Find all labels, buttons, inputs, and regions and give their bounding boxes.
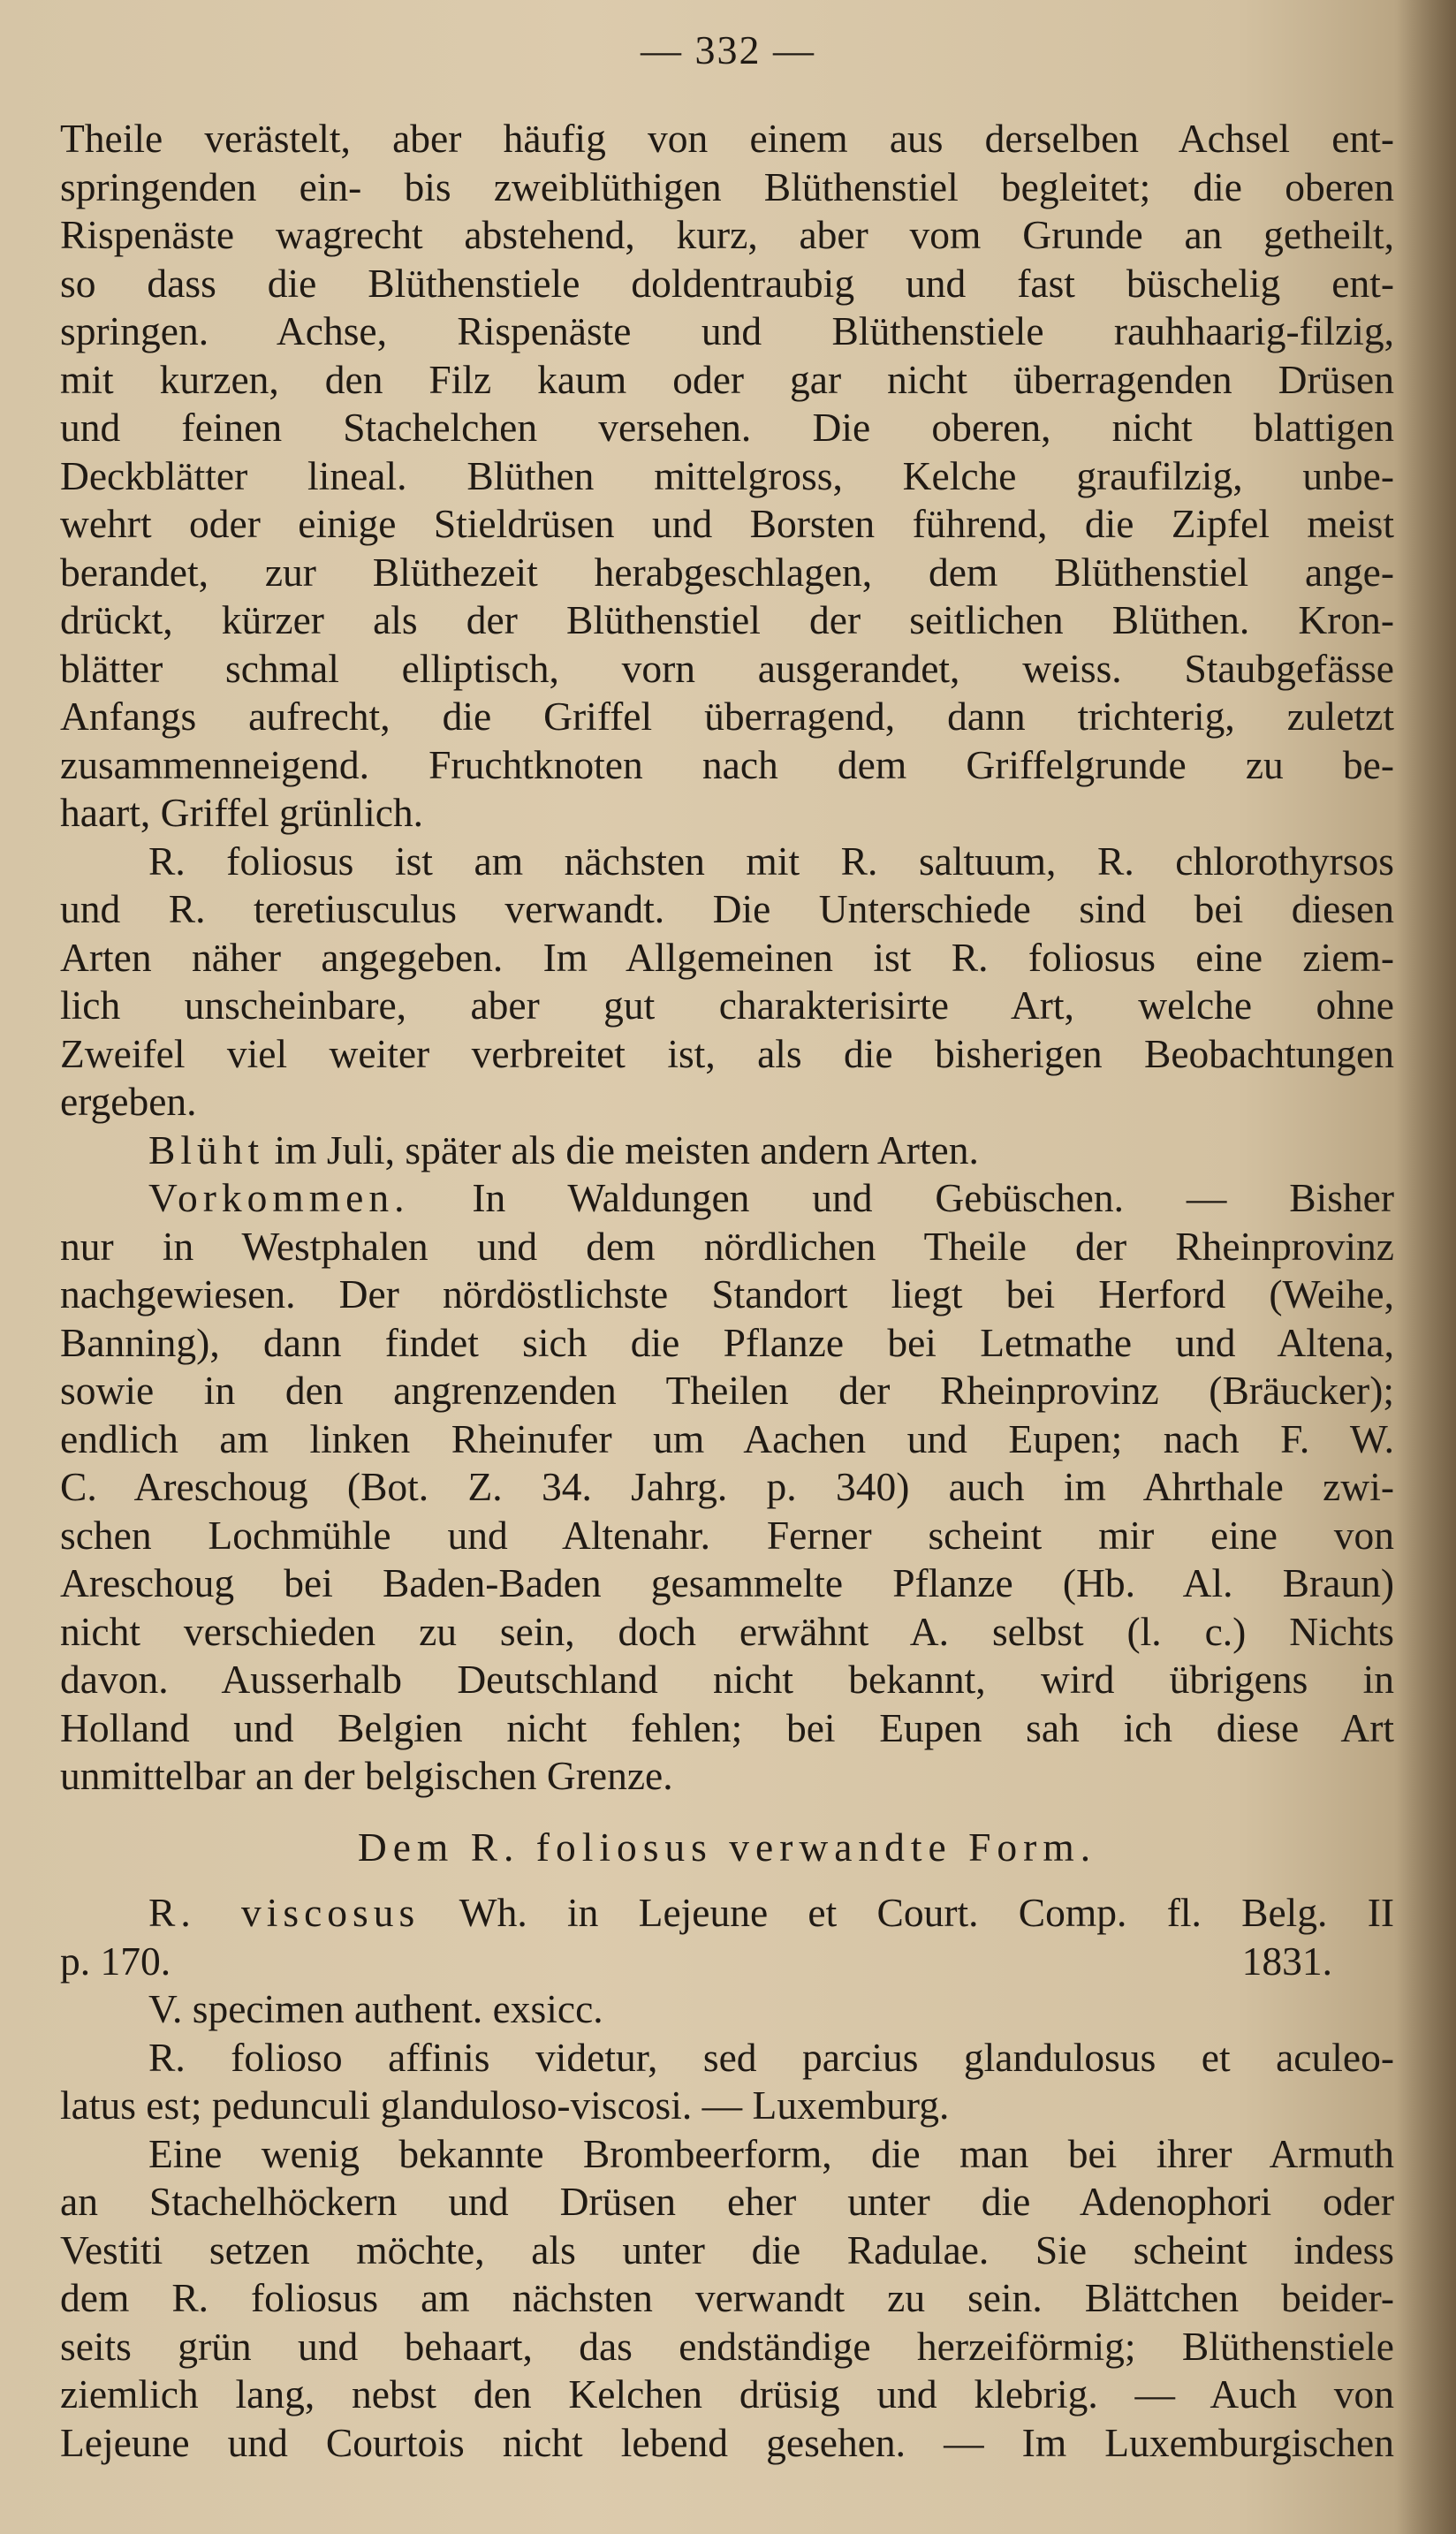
text-line: wehrt oder einige Stieldrüsen und Borsten führend, die Zipfel meist (60, 501, 1394, 546)
text-line: an Stachelhöckern und Drüsen eher unter die Adenophori oder (60, 2179, 1394, 2224)
text-line: Areschoug bei Baden-Baden gesammelte Pflanze (Hb. Al. Braun) (60, 1560, 1394, 1605)
text-line: Zweifel viel weiter verbreitet ist, als die bisherigen Beobachtungen (60, 1030, 1394, 1076)
text-line: C. Areschoug (Bot. Z. 34. Jahrg. p. 340) auch im Ahrthale zwi- (60, 1464, 1394, 1509)
text-line: nur in Westphalen und dem nördlichen Theile der Rheinprovinz (60, 1223, 1394, 1269)
text-line: Anfangs aufrecht, die Griffel überragend, dann trichterig, zuletzt (60, 694, 1394, 739)
text-line: V. specimen authent. exsicc. (148, 1986, 603, 2031)
text-line: nachgewiesen. Der nördöstlichste Standort liegt bei Herford (Weihe, (60, 1271, 1394, 1316)
page-edge-shadow (1394, 0, 1456, 2534)
text-line: haart, Griffel grünlich. (60, 790, 424, 835)
vorkommen-first-line (60, 1174, 1394, 1223)
text-line: sowie in den angrenzenden Theilen der Rheinprovinz (Bräucker); (60, 1368, 1394, 1413)
viscosus-page: p. 170. (60, 1938, 171, 1984)
text-line: Vestiti setzen möchte, als unter die Radulae. Sie scheint indess (60, 2227, 1394, 2272)
text-line: ziemlich lang, nebst den Kelchen drüsig und klebrig. — Auch von (60, 2371, 1394, 2416)
page-number: — 332 — (641, 27, 815, 72)
text-line: Rispenäste wagrecht abstehend, kurz, aber vom Grunde an getheilt, (60, 212, 1394, 257)
viscosus-name: R. viscosus (148, 1890, 421, 1935)
text-line: Deckblätter lineal. Blüthen mittelgross, Kelche graufilzig, unbe- (60, 452, 1394, 498)
text-line: lich unscheinbare, aber gut charakterisirte Art, welche ohne (60, 982, 1394, 1028)
text-line: seits grün und behaart, das endständige herzeiförmig; Blüthenstiele (60, 2323, 1394, 2369)
viscosus-year: 1831. (1241, 1938, 1332, 1984)
text-line: dem R. foliosus am nächsten verwandt zu sein. Blättchen beider- (60, 2275, 1394, 2320)
text-line: zusammenneigend. Fruchtknoten nach dem Griffelgrunde zu be- (60, 741, 1394, 787)
text-line: Arten näher angegeben. Im Allgemeinen ist R. foliosus eine ziem- (60, 934, 1394, 980)
viscosus-page-row (60, 1938, 1394, 1986)
text-line: und feinen Stachelchen versehen. Die oberen, nicht blattigen (60, 405, 1394, 450)
body-text (60, 115, 1394, 2467)
text-line: berandet, zur Blüthezeit herabgeschlagen, dem Blüthenstiel ange- (60, 549, 1394, 595)
text-line: unmittelbar an der belgischen Grenze. (60, 1753, 673, 1798)
bluht-text: im Juli, später als die meisten andern Arten. (274, 1127, 979, 1172)
text-line: nicht verschieden zu sein, doch erwähnt A. selbst (l. c.) Nichts (60, 1608, 1394, 1654)
text-line: springen. Achse, Rispenäste und Blüthenstiele rauhhaarig-filzig, (60, 308, 1394, 353)
vorkommen-text: In Waldungen und Gebüschen. — Bisher (472, 1175, 1395, 1220)
text-line: springenden ein- bis zweiblüthigen Blüthenstiel begleitet; die oberen (60, 163, 1394, 209)
text-line: latus est; pedunculi glanduloso-viscosi. — Luxemburg. (60, 2083, 950, 2128)
text-line: und R. teretiusculus verwandt. Die Unterschiede sind bei diesen (60, 886, 1394, 931)
text-line: R. folioso affinis videtur, sed parcius glandulosus et aculeo- (148, 2034, 1394, 2080)
text-line: Banning), dann findet sich die Pflanze bei Letmathe und Altena, (60, 1319, 1394, 1365)
viscosus-reference: Wh. in Lejeune et Court. Comp. fl. Belg. II (459, 1890, 1394, 1935)
text-line: R. foliosus ist am nächsten mit R. saltuum, R. chlorothyrsos (148, 838, 1394, 884)
text-line: Eine wenig bekannte Brombeerform, die man bei ihrer Armuth (148, 2130, 1394, 2176)
text-line: drückt, kürzer als der Blüthenstiel der seitlichen Blüthen. Kron- (60, 597, 1394, 642)
text-line: davon. Ausserhalb Deutschland nicht bekannt, wird übrigens in (60, 1657, 1394, 1702)
text-line: Lejeune und Courtois nicht lebend gesehen. — Im Luxemburgischen (60, 2419, 1394, 2465)
text-line: Theile verästelt, aber häufig von einem aus derselben Achsel ent- (60, 116, 1394, 161)
text-line: ergeben. (60, 1079, 197, 1124)
text-line: endlich am linken Rheinufer um Aachen und Eupen; nach F. W. (60, 1415, 1394, 1461)
section-heading: Dem R. foliosus verwandte Form. (357, 1824, 1097, 1870)
text-line: schen Lochmühle und Altenahr. Ferner scheint mir eine von (60, 1512, 1394, 1558)
viscosus-line (60, 1889, 1394, 1938)
vorkommen-label: Vorkommen. (148, 1175, 410, 1220)
text-line: so dass die Blüthenstiele doldentraubig und fast büschelig ent- (60, 260, 1394, 306)
bluht-label: Blüht (148, 1127, 265, 1172)
text-line: mit kurzen, den Filz kaum oder gar nicht überragenden Drüsen (60, 356, 1394, 402)
bluht-paragraph (60, 1127, 1394, 1175)
text-line: blätter schmal elliptisch, vorn ausgerandet, weiss. Staubgefässe (60, 645, 1394, 691)
text-line: Holland und Belgien nicht fehlen; bei Eupen sah ich diese Art (60, 1704, 1394, 1750)
